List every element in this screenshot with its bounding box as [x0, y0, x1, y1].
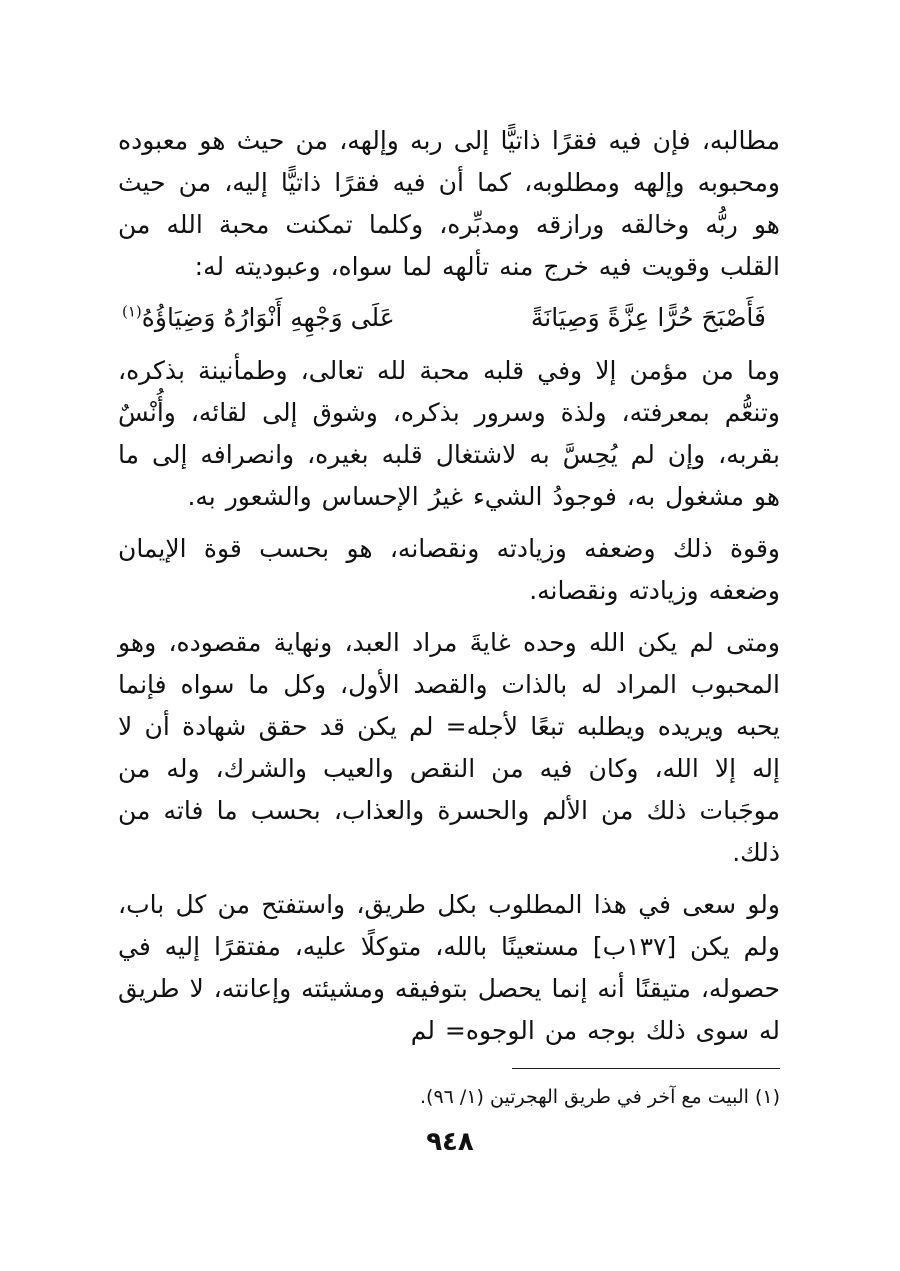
poetry-verse: [118, 290, 780, 346]
paragraph-4: ومتى لم يكن الله وحده غايةَ مراد العبد، ونهاية مقصوده، وهو المحبوب المراد له بالذات والقصد الأول، وكل ما سواه فإنما يحبه ويريده ويطلبه تبعًا لأجله= لم يكن قد حقق شهادة أن لا إله إلا الله، وكان فيه من النقص والعيب والشرك، وله من موجَبات ذلك من الألم والحسرة والعذاب، بحسب ما فاته من ذلك.: [118, 628, 780, 867]
verse-hemistich-2: [122, 290, 395, 346]
paragraph-5: ولو سعى في هذا المطلوب بكل طريق، واستفتح من كل باب، ولم يكن [١٣٧ب] مستعينًا بالله، متوكلًا عليه، مفتقرًا إليه في حصوله، متيقنًا أنه إنما يحصل بتوفيقه ومشيئته وإعانته، لا طريق له سوى ذلك بوجه من الوجوه= لم: [118, 890, 780, 1045]
paragraph-3: وقوة ذلك وضعفه وزيادته ونقصانه، هو بحسب قوة الإيمان وضعفه وزيادته ونقصانه.: [118, 534, 780, 605]
page-number: ٩٤٨: [426, 1127, 474, 1157]
verse-hemistich-1-text: فَأَصْبَحَ حُرًّا عِزَّةً وَصِيَانَةً: [530, 303, 766, 332]
verse-hemistich-2-text: عَلَى وَجْهِهِ أَنْوَارُهُ وَضِيَاؤُهُ: [141, 303, 395, 332]
paragraph-1: مطالبه، فإن فيه فقرًا ذاتيًّا إلى ربه وإلهه، من حيث هو معبوده ومحبوبه وإلهه ومطلوبه، كما أن فيه فقرًا ذاتيًّا إليه، من حيث هو ربُّه وخالقه ورازقه ومدبِّره، وكلما تمكنت محبة الله من القلب وقويت فيه خرج منه تألهه لما سواه، وعبوديته له:: [118, 126, 780, 281]
verse-hemistich-1: [531, 290, 766, 346]
page-body: [118, 120, 780, 1052]
paragraph-2: وما من مؤمن إلا وفي قلبه محبة لله تعالى، وطمأنينة بذكره، وتنعُّم بمعرفته، ولذة وسرور بذكره، وشوق إلى لقائه، وأُنْسٌ بقربه، وإن لم يُحِسَّ به لاشتغال قلبه بغيره، وانصرافه إلى ما هو مشغول به، فوجودُ الشيء غيرُ الإحساس والشعور به.: [118, 356, 780, 511]
footnote-reference: (١): [122, 302, 142, 321]
footnote: (١) البيت مع آخر في طريق الهجرتين (١/ ٩٦).: [420, 1086, 780, 1108]
footnote-separator: [512, 1068, 780, 1069]
